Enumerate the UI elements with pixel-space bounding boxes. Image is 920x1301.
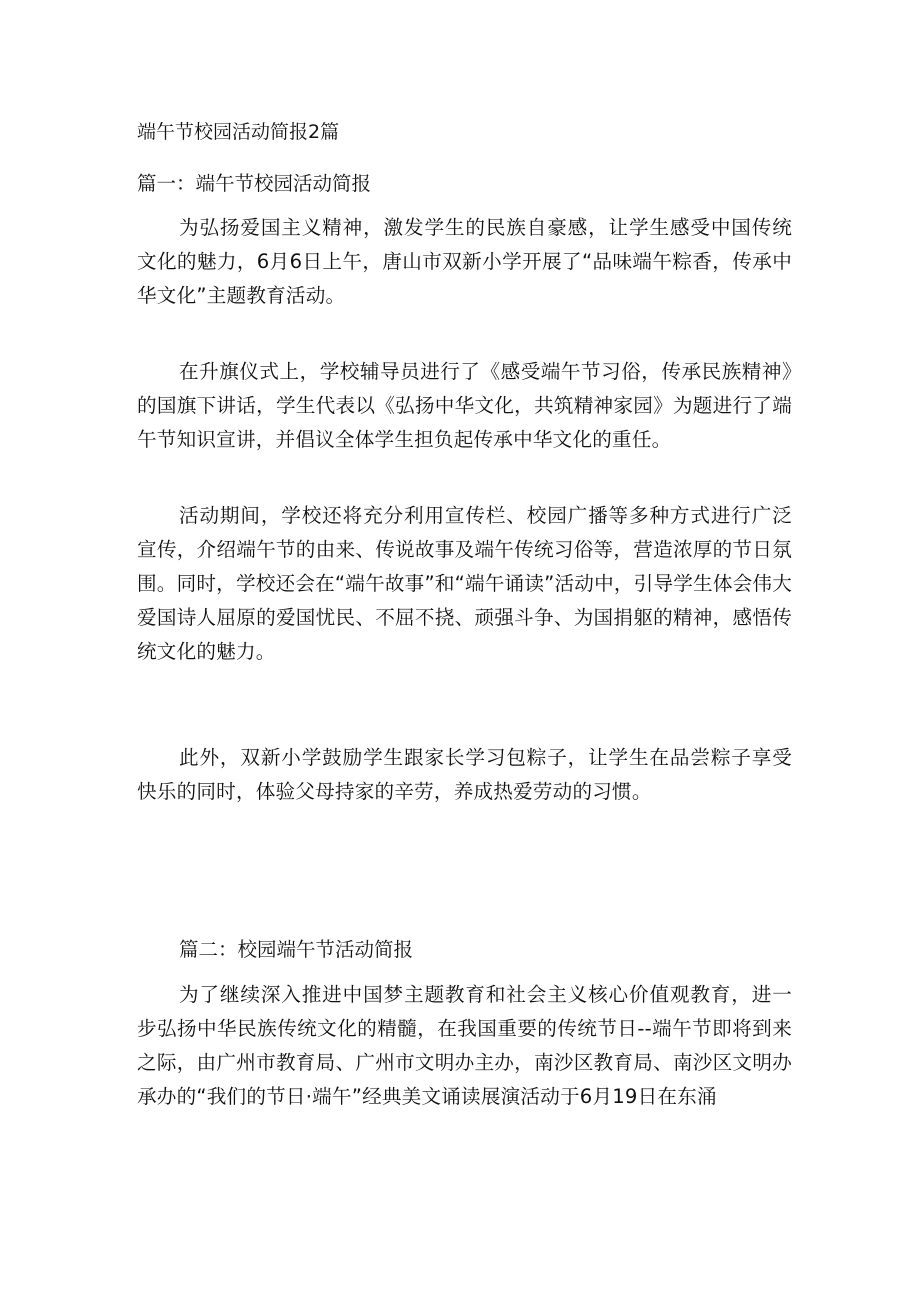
article-1-heading: 篇一：端午节校园活动简报 (137, 172, 372, 195)
article-1-paragraph-2: 在升旗仪式上，学校辅导员进行了《感受端午节习俗，传承民族精神》的国旗下讲话，学生代表以《弘扬中华文化，共筑精神家园》为题进行了端午节知识宣讲，并倡议全体学生担负起传承中华文化的重任。 (137, 360, 792, 451)
article-1-paragraph-4: 此外，双新小学鼓励学生跟家长学习包粽子，让学生在品尝粽子享受快乐的同时，体验父母持家的辛劳，养成热爱劳动的习惯。 (137, 746, 792, 803)
article-1-paragraph-1: 为弘扬爱国主义精神，激发学生的民族自豪感，让学生感受中国传统文化的魅力，6月6日上午，唐山市双新小学开展了“品味端午粽香，传承中华文化”主题教育活动。 (137, 216, 792, 307)
article-2-heading: 篇二：校园端午节活动简报 (179, 938, 414, 961)
article-1-paragraph-3: 活动期间，学校还将充分利用宣传栏、校园广播等多种方式进行广泛宣传，介绍端午节的由来、传说故事及端午传统习俗等，营造浓厚的节日氛围。同时，学校还会在“端午故事”和“端午诵读”活动中，引导学生体会伟大爱国诗人屈原的爱国忧民、不屈不挠、顽强斗争、为国捐躯的精神，感悟传统文化的魅力。 (137, 504, 793, 663)
document-title: 端午节校园活动简报2篇 (137, 121, 340, 143)
article-2-paragraph-1: 为了继续深入推进中国梦主题教育和社会主义核心价值观教育，进一步弘扬中华民族传统文化的精髓，在我国重要的传统节日--端午节即将到来之际，由广州市教育局、广州市文明办主办，南沙区教育局、南沙区文明办承办的“我们的节日·端午”经典美文诵读展演活动于6月19日在东涌 (137, 983, 792, 1108)
